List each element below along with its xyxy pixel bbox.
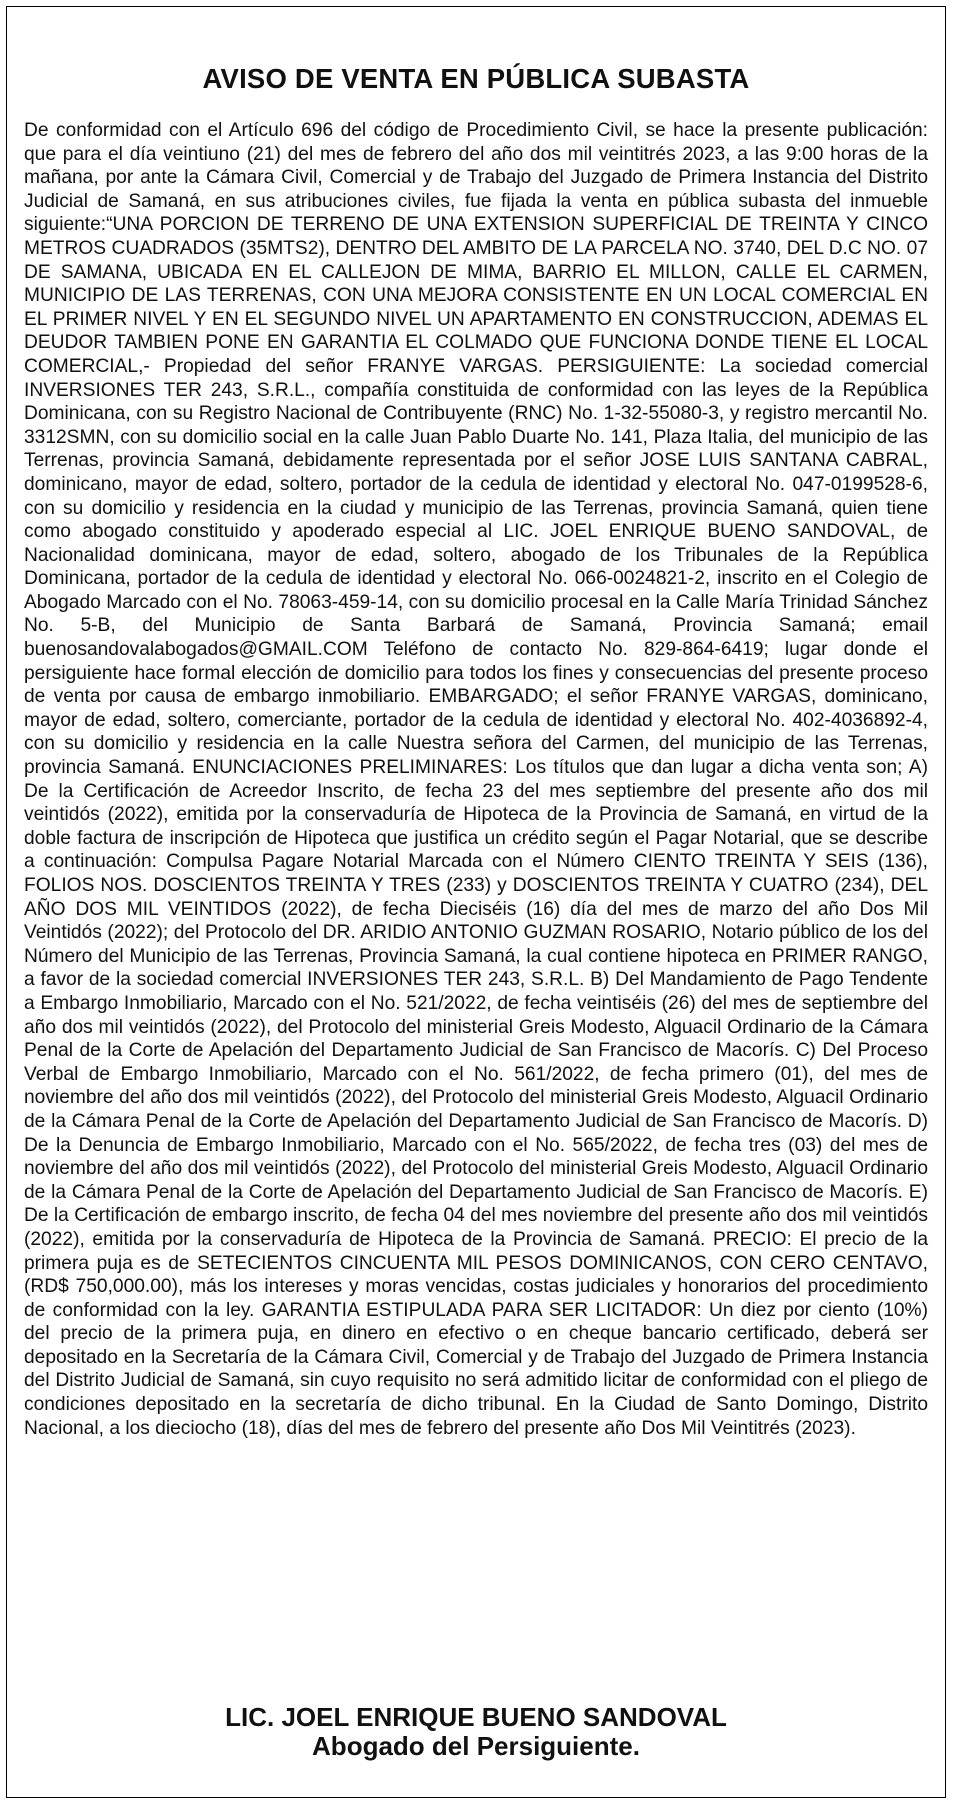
notice-body: De conformidad con el Artículo 696 del código de Procedimiento Civil, se hace la presente publicación: que para el día veintiuno (21) del mes de febrero del año dos mil veintitrés 2023, a las 9:00 horas de la mañana, por ante la Cámara Civil, Comercial y de Trabajo del Juzgado de Primera Instancia del Distrito Judicial de Samaná, en sus atribuciones civiles, fue fijada la venta en pública subasta del inmueble siguiente:“UNA PORCION DE TERRENO DE UNA EXTENSION SUPERFICIAL DE TREINTA Y CINCO METROS CUADRADOS (35MTS2), DENTRO DEL AMBITO DE LA PARCELA NO. 3740, DEL D.C NO. 07 DE SAMANA, UBICADA EN EL CALLEJON DE MIMA, BARRIO EL MILLON, CALLE EL CARMEN, MUNICIPIO DE LAS TERRENAS, CON UNA MEJORA CONSISTENTE EN UN LOCAL COMERCIAL EN EL PRIMER NIVEL Y EN EL SEGUNDO NIVEL UN APARTAMENTO EN CONSTRUCCION, ADEMAS EL DEUDOR TAMBIEN PONE EN GARANTIA EL COLMADO QUE FUNCIONA DONDE TIENE EL LOCAL COMERCIAL,- Propiedad del señor FRANYE VARGAS. PERSIGUIENTE: La sociedad comercial INVERSIONES TER 243, S.R.L., compañía constituida de conformidad con las leyes de la República Dominicana, con su Registro Nacional de Contribuyente (RNC) No. 1-32-55080-3, y registro mercantil No. 3312SMN, con su domicilio social en la calle Juan Pablo Duarte No. 141, Plaza Italia, del municipio de las Terrenas, provincia Samaná, debidamente representada por el señor JOSE LUIS SANTANA CABRAL, dominicano, mayor de edad, soltero, portador de la cedula de identidad y electoral No. 047-0199528-6, con su domicilio y residencia en la ciudad y municipio de las Terrenas, provincia Samaná, quien tiene como abogado constituido y apoderado especial al LIC. JOEL ENRIQUE BUENO SANDOVAL, de Nacionalidad dominicana, mayor de edad, soltero, abogado de los Tribunales de la República Dominicana, portador de la cedula de identidad y electoral No. 066-0024821-2, inscrito en el Colegio de Abogado Marcado con el No. 78063-459-14, con su domicilio procesal en la Calle María Trinidad Sánchez No. 5-B, del Municipio de Santa Barbará de Samaná, Provincia Samaná; email buenosandovalabogados@GMAIL.COM Teléfono de contacto No. 829-864-6419; lugar donde el persiguiente hace formal elección de domicilio para todos los fines y consecuencias del presente proceso de venta por causa de embargo inmobiliario. EMBARGADO; el señor FRANYE VARGAS, dominicano, mayor de edad, soltero, comerciante, portador de la cedula de identidad y electoral No. 402-4036892-4, con su domicilio y residencia en la calle Nuestra señora del Carmen, del municipio de las Terrenas, provincia Samaná. ENUNCIACIONES PRELIMINARES: Los títulos que dan lugar a dicha venta son; A) De la Certificación de Acreedor Inscrito, de fecha 23 del mes septiembre del presente año dos mil veintidós (2022), emitida por la conservaduría de Hipoteca de la Provincia de Samaná, en virtud de la doble factura de inscripción de Hipoteca que justifica un crédito según el Pagar Notarial, que se describe a continuación: Compulsa Pagare Notarial Marcada con el Número CIENTO TREINTA Y SEIS (136), FOLIOS NOS. DOSCIENTOS TREINTA Y TRES (233) y DOSCIENTOS TREINTA Y CUATRO (234), DEL AÑO DOS MIL VEINTIDOS (2022), de fecha Dieciséis (16) día del mes de marzo del año Dos Mil Veintidós (2022); del Protocolo del DR. ARIDIO ANTONIO GUZMAN ROSARIO, Notario público de los del Número del Municipio de las Terrenas, Provincia Samaná, la cual contiene hipoteca en PRIMER RANGO, a favor de la sociedad comercial INVERSIONES TER 243, S.R.L. B) Del Mandamiento de Pago Tendente a Embargo Inmobiliario, Marcado con el No. 521/2022, de fecha veintiséis (26) del mes de septiembre del año dos mil veintidós (2022), del Protocolo del ministerial Greis Modesto, Alguacil Ordinario de la Cámara Penal de la Corte de Apelación del Departamento Judicial de San Francisco de Macorís. C) Del Proceso Verbal de Embargo Inmobiliario, Marcado con el No. 561/2022, de fecha primero (01), del mes de noviembre del año dos mil veintidós (2022), del Protocolo del ministerial Greis Modesto, Alguacil Ordinario de la Cámara Penal de la Corte de Apelación del Departamento Judicial de San Francisco de Macorís. D) De la Denuncia de Embargo Inmobiliario, Marcado con el No. 565/2022, de fecha tres (03) del mes de noviembre del año dos mil veintidós (2022), del Protocolo del ministerial Greis Modesto, Alguacil Ordinario de la Cámara Penal de la Corte de Apelación del Departamento Judicial de San Francisco de Macorís. E) De la Certificación de embargo inscrito, de fecha 04 del mes noviembre del presente año dos mil veintidós (2022), emitida por la conservaduría de Hipoteca de la Provincia de Samaná. PRECIO: El precio de la primera puja es de SETECIENTOS CINCUENTA MIL PESOS DOMINICANOS, CON CERO CENTAVO, (RD$ 750,000.00), más los intereses y moras vencidas, costas judiciales y honorarios del procedimiento de conformidad con la ley. GARANTIA ESTIPULADA PARA SER LICITADOR: Un diez por ciento (10%) del precio de la primera puja, en dinero en efectivo o en cheque bancario certificado, deberá ser depositado en la Secretaría de la Cámara Civil, Comercial y de Trabajo del Juzgado de Primera Instancia del Distrito Judicial de Samaná, sin cuyo requisito no será admitido licitar de conformidad con el pliego de condiciones depositado en la secretaría de dicho tribunal. En la Ciudad de Santo Domingo, Distrito Nacional, a los dieciocho (18), días del mes de febrero del presente año Dos Mil Veintitrés (2023). — [24, 120, 928, 1439]
signature-name: LIC. JOEL ENRIQUE BUENO SANDOVAL — [225, 1702, 727, 1732]
legal-notice — [6, 6, 946, 1798]
notice-title: AVISO DE VENTA EN PÚBLICA SUBASTA — [202, 63, 750, 94]
signature-block — [7, 1703, 945, 1761]
signature-role: Abogado del Persiguiente. — [312, 1731, 640, 1761]
